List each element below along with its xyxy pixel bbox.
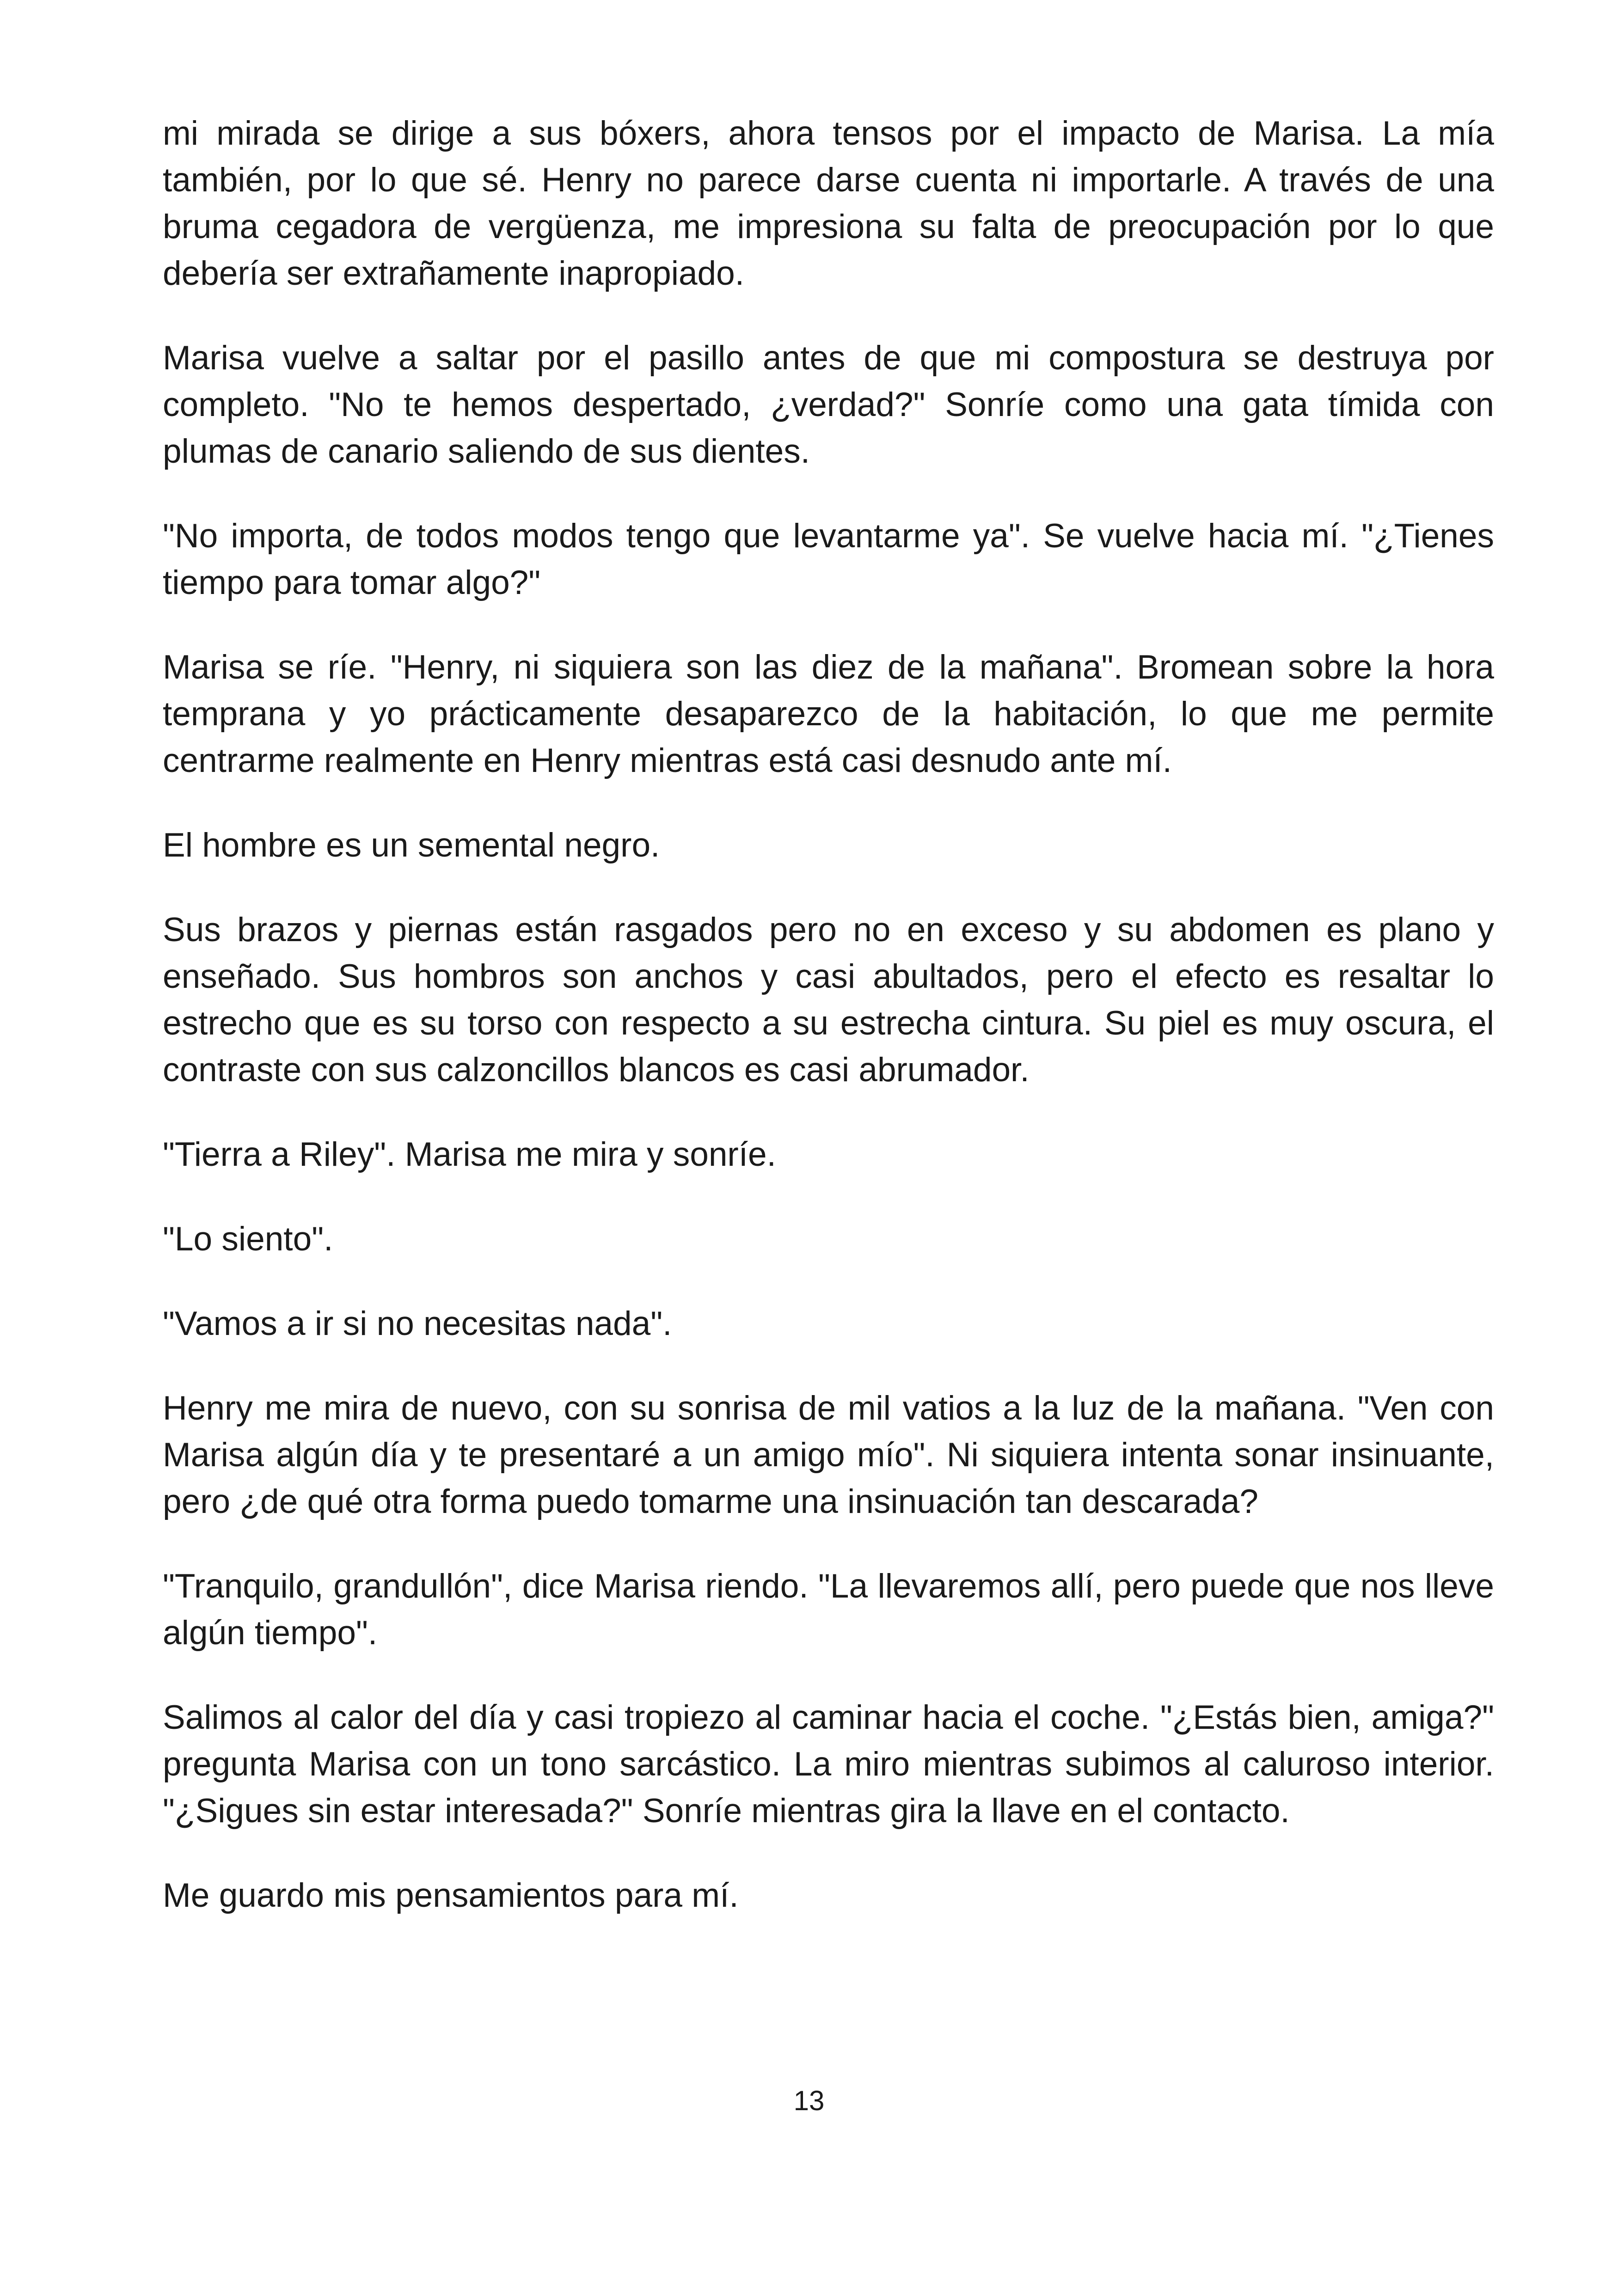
paragraph: "Tranquilo, grandullón", dice Marisa riendo. "La llevaremos allí, pero puede que nos lleve algún tiempo". — [163, 1567, 1494, 1652]
paragraph: Marisa se ríe. "Henry, ni siquiera son las diez de la mañana". Bromean sobre la hora temprana y yo prácticamente desaparezco de la habitación, lo que me permite centrarme realmente en Henry mientras está casi desnudo ante mí. — [163, 649, 1494, 779]
paragraph: "Tierra a Riley". Marisa me mira y sonríe. — [163, 1136, 776, 1173]
paragraph: "Vamos a ir si no necesitas nada". — [163, 1305, 672, 1342]
paragraph: "No importa, de todos modos tengo que levantarme ya". Se vuelve hacia mí. "¿Tienes tiempo para tomar algo?" — [163, 517, 1494, 601]
page-number: 13 — [793, 2085, 825, 2116]
paragraph: mi mirada se dirige a sus bóxers, ahora tensos por el impacto de Marisa. La mía también, por lo que sé. Henry no parece darse cuenta ni importarle. A través de una bruma cegadora de vergüenza, me impresiona su falta de preocupación por lo que debería ser extrañamente inapropiado. — [163, 115, 1494, 292]
paragraph: Marisa vuelve a saltar por el pasillo antes de que mi compostura se destruya por completo. "No te hemos despertado, ¿verdad?" Sonríe como una gata tímida con plumas de canario saliendo de sus dientes. — [163, 339, 1494, 470]
paragraph: Sus brazos y piernas están rasgados pero no en exceso y su abdomen es plano y enseñado. Sus hombros son anchos y casi abultados, pero el efecto es resaltar lo estrecho que es su torso con respecto a su estrecha cintura. Su piel es muy oscura, el contraste con sus calzoncillos blancos es casi abrumador. — [163, 911, 1494, 1089]
paragraph: Me guardo mis pensamientos para mí. — [163, 1877, 739, 1914]
paragraph: "Lo siento". — [163, 1220, 333, 1258]
paragraph: Henry me mira de nuevo, con su sonrisa de mil vatios a la luz de la mañana. "Ven con Marisa algún día y te presentaré a un amigo mío". Ni siquiera intenta sonar insinuante, pero ¿de qué otra forma puedo tomarme una insinuación tan descarada? — [163, 1390, 1494, 1520]
paragraph: Salimos al calor del día y casi tropiezo al caminar hacia el coche. "¿Estás bien, amiga?" pregunta Marisa con un tono sarcástico. La miro mientras subimos al caluroso interior. "¿Sigues sin estar interesada?" Sonríe mientras gira la llave en el contacto. — [163, 1699, 1494, 1830]
paragraph: El hombre es un semental negro. — [163, 827, 660, 864]
body-text — [163, 110, 1494, 1957]
